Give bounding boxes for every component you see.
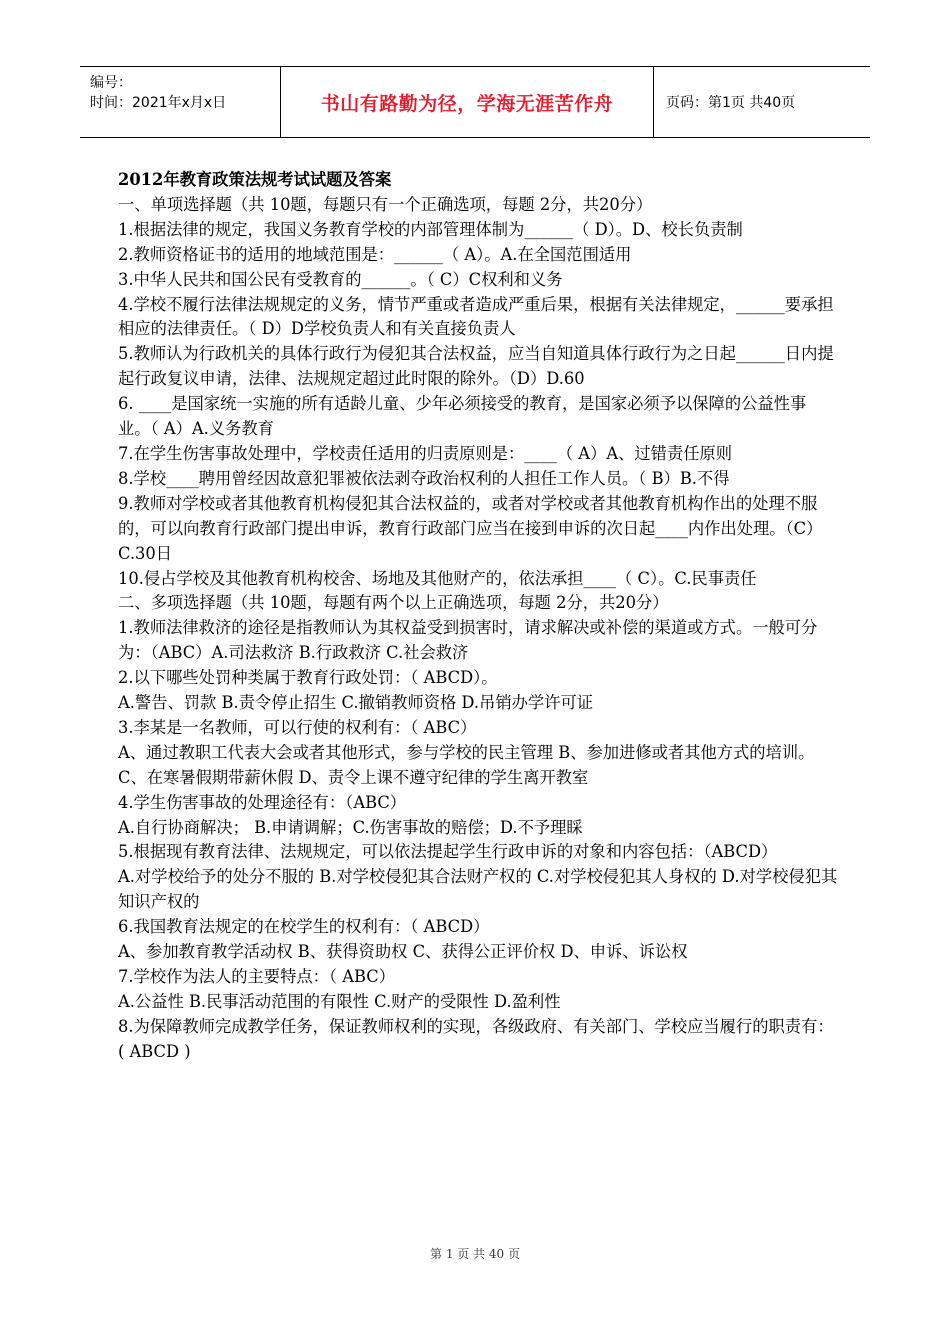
page-footer: 第 1 页 共 40 页	[430, 1247, 520, 1261]
document-line: A.公益性 B.民事活动范围的有限性 C.财产的受限性 D.盈利性	[118, 991, 561, 1011]
header-page-info: 页码：第1页 共40页	[666, 95, 796, 111]
header-page-info-cell	[654, 67, 870, 137]
document-line: 2.教师资格证书的适用的地域范围是：______（ A）。A.在全国范围适用	[118, 244, 632, 264]
document-line: 6.我国教育法规定的在校学生的权利有：（ ABCD）	[118, 917, 490, 937]
document-lines	[118, 193, 838, 1065]
document-line: 5.教师认为行政机关的具体行政行为侵犯其合法权益，应当自知道具体行政行为之日起______日内提起行政复议申请，法律、法规规定超过此时限的除外。（D）D.60	[118, 344, 834, 389]
header-meta	[80, 67, 281, 137]
header-date: 时间：2021年x月x日	[90, 95, 227, 111]
document-line: 5.根据现有教育法律、法规规定，可以依法提起学生行政申诉的对象和内容包括：（ABCD）	[118, 842, 778, 862]
document-line: 3.李某是一名教师，可以行使的权利有：（ ABC）	[118, 717, 477, 737]
document-line: 4.学生伤害事故的处理途径有：（ABC）	[118, 792, 407, 812]
header-motto-cell	[281, 67, 654, 137]
document-line: 2.以下哪些处罚种类属于教育行政处罚：（ ABCD）。	[118, 668, 498, 688]
document-line: 10.侵占学校及其他教育机构校舍、场地及其他财产的，依法承担____（ C）。C.民事责任	[118, 568, 757, 588]
header-number-label: 编号：	[90, 75, 132, 91]
document-line: A.自行协商解决； B.申请调解；C.伤害事故的赔偿；D.不予理睬	[118, 817, 583, 837]
document-line: 7.在学生伤害事故处理中，学校责任适用的归责原则是：____（ A）A、过错责任原则	[118, 443, 733, 463]
document-line: A、参加教育教学活动权 B、获得资助权 C、获得公正评价权 D、申诉、诉讼权	[118, 942, 688, 962]
document-line: A.对学校给予的处分不服的 B.对学校侵犯其合法财产权的 C.对学校侵犯其人身权的 D.对学校侵犯其知识产权的	[118, 867, 838, 912]
document-line: 1.根据法律的规定，我国义务教育学校的内部管理体制为______（ D）。D、校长负责制	[118, 219, 743, 239]
document-line: 8.为保障教师完成教学任务，保证教师权利的实现，各级政府、有关部门、学校应当履行的职责有：( ABCD )	[118, 1016, 834, 1061]
page-header	[80, 66, 870, 138]
document-line: 8.学校____聘用曾经因故意犯罪被依法剥夺政治权利的人担任工作人员。（ B）B.不得	[118, 468, 730, 488]
document-line: A.警告、罚款 B.责令停止招生 C.撤销教师资格 D.吊销办学许可证	[118, 693, 594, 713]
document-line: 一、单项选择题（共 10题，每题只有一个正确选项，每题 2分，共20分）	[118, 194, 653, 214]
document-line: 1.教师法律救济的途径是指教师认为其权益受到损害时，请求解决或补偿的渠道或方式。一般可分为：（ABC）A.司法救济 B.行政救济 C.社会救济	[118, 618, 818, 663]
document-line: 二、多项选择题（共 10题，每题有两个以上正确选项，每题 2分，共20分）	[118, 593, 669, 613]
document-line: 3.中华人民共和国公民有受教育的______。（ C）C权利和义务	[118, 269, 563, 289]
document-title: 2012年教育政策法规考试试题及答案	[118, 170, 392, 189]
document-line: 9.教师对学校或者其他教育机构侵犯其合法权益的，或者对学校或者其他教育机构作出的处理不服的，可以向教育行政部门提出申诉，教育行政部门应当在接到申诉的次日起____内作出处理。（C）	[118, 493, 823, 538]
document-line: 7.学校作为法人的主要特点：（ ABC）	[118, 967, 395, 986]
document-body	[118, 168, 838, 1065]
document-line: 4.学校不履行法律法规规定的义务，情节严重或者造成严重后果，根据有关法律规定，______要承担相应的法律责任。（ D）D学校负责人和有关直接负责人	[118, 294, 834, 339]
document-line: 6. ____是国家统一实施的所有适龄儿童、少年必须接受的教育，是国家必须予以保障的公益性事业。（ A）A.义务教育	[118, 394, 807, 439]
document-line: C.30日	[118, 543, 173, 563]
header-motto: 书山有路勤为径，学海无涯苦作舟	[320, 92, 614, 115]
document-line: A、通过教职工代表大会或者其他形式，参与学校的民主管理 B、参加进修或者其他方式的培训。C、在寒暑假期带薪休假 D、责令上课不遵守纪律的学生离开教室	[118, 742, 815, 787]
